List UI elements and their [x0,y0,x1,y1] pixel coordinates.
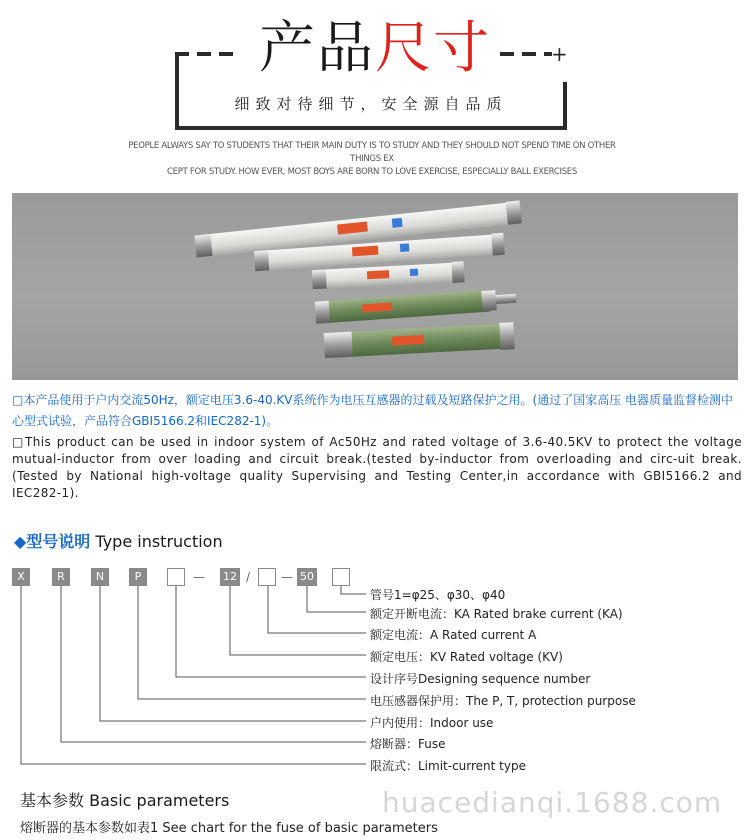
type-desc-line: 额定电压：KV Rated voltage (KV) [370,650,563,664]
type-title-en: Type instruction [95,532,223,551]
code-box: 50 [297,568,317,586]
type-desc-line: 额定电流：A Rated current A [370,628,537,642]
code-separator: / [246,570,251,584]
description-english: □This product can be used in indoor system of Ac50Hz and rated voltage of 3.6-40.5KV to protect the voltage mutual-inductor from over loading and circuit break.(tested by-inductor from overloading and circ-uit break.(Tested by National high-voltage quality Supervising and Testing Center,in accordance with GBI5166.2 and IEC282-1). [12,435,742,500]
code-box: 12 [220,568,240,586]
code-separator: — [193,570,205,584]
page-subtitle: 细致对待细节，安全源自品质 [234,95,508,113]
type-desc-line: 管号1=φ25、φ30、φ40 [370,588,506,602]
basic-params-title: 基本参数 Basic parameters [20,791,230,810]
type-desc-line: 设计序号Designing sequence number [370,672,591,686]
plus-icon: + [551,42,568,66]
type-desc-line: 电压感器保护用：The P, T, protection purpose [370,694,636,708]
basic-params-note: 熔断器的基本参数如表1 See chart for the fuse of basic parameters [20,821,438,836]
watermark: huacedianqi.1688.com [382,786,723,819]
code-box: R [52,568,70,586]
code-box: P [129,568,147,586]
type-title-cn: ◆型号说明 [14,532,91,551]
title-red: 尺寸 [375,16,491,81]
title-black: 产品 [259,16,375,81]
type-desc-line: 额定开断电流：KA Rated brake current (KA) [370,607,623,621]
code-separator: — [281,570,293,584]
code-box: N [91,568,109,586]
type-desc-line: 户内使用：Indoor use [370,716,494,730]
description-chinese: □本产品使用于户内交流50Hz，额定电压3.6-40.KV系统作为电压互感器的过载及短路保护之用。(通过了国家高压 电器质量监督检测中心型式试验，产品符合GBI5166.2和IEC282-1)。 [12,393,734,428]
type-desc-line: 熔断器：Fuse [370,737,446,751]
english-line: CEPT FOR STUDY. HOW EVER, MOST BOYS ARE BORN TO LOVE EXERCISE, ESPECIALLY BALL EXERCISES [167,167,577,177]
code-box: X [12,568,30,586]
type-desc-line: 限流式：Limit-current type [370,759,526,773]
english-line: PEOPLE ALWAYS SAY TO STUDENTS THAT THEIR MAIN DUTY IS TO STUDY AND THEY SHOULD NOT SPEND TIME ON OTHER THINGS EX [128,141,616,164]
